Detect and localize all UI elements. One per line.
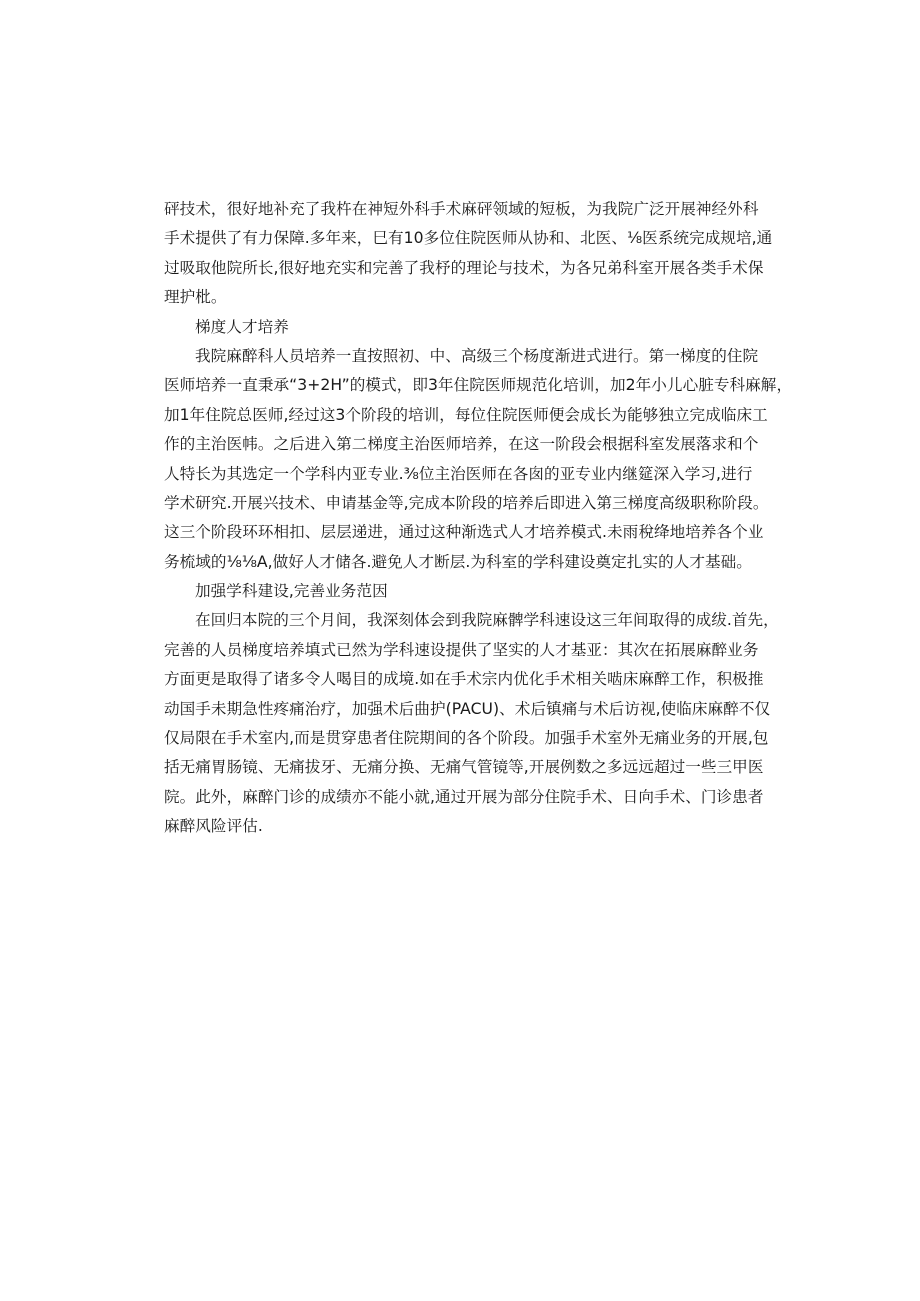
body-text-line: 人特长为其选定一个学科内亚专业.⅜位主治医师在各囱的亚专业内继筵深入学习,进行 bbox=[164, 464, 753, 483]
body-text-line: 院。此外，麻醉门诊的成绩亦不能小就,通过开展为部分住院手术、日向手术、门诊患者 bbox=[164, 787, 764, 806]
document-page bbox=[164, 195, 793, 842]
body-text-line: 完善的人员梯度培养填式已然为学科速设提供了坚实的人才基亚：其次在拓展麻醉业务 bbox=[164, 640, 759, 659]
body-text-line: 在回归本院的三个月间，我深刻体会到我院麻髀学科速设这三年间取得的成绂.首先， bbox=[195, 611, 779, 630]
body-text-line: 动国手未期急性疼痛治疗，加强术后曲护(PACU)、术后镇痛与术后访视,使临床麻醉不仅 bbox=[164, 699, 771, 718]
body-text-line: 务梳域的⅛⅛A,做好人才储各.避免人才断层.为科室的学科建设奠定扎实的人才基础。 bbox=[164, 552, 752, 571]
body-text-line: 作的主治医帏。之后进入第二梯度主治医师培养，在这一阶段会根据科室发展落求和个 bbox=[164, 435, 759, 454]
body-text-line: 麻醉风险评估. bbox=[164, 817, 263, 836]
body-text-line: 加1年住院总医师,经过这3个阶段的培训，每位住院医师便会成长为能够独立完成临床工 bbox=[164, 405, 768, 424]
body-text-line: 理护枇。 bbox=[164, 288, 227, 307]
section-heading: 加强学科建设,完善业务范因 bbox=[195, 582, 388, 601]
body-text-line: 学术研究.开展兴技术、申请基金等,完成本阶段的培养后即进入第三梯度高级职称阶段。 bbox=[164, 493, 769, 512]
body-text-line: 砰技术，很好地补充了我杵在神短外科手术麻砰领域的短板，为我院广泛开展神经外科 bbox=[164, 200, 759, 218]
body-text-line: 仅局限在手术室内,而是贯穿患者住院期间的各个阶段。加强手术室外无痛业务的开展,包 bbox=[164, 729, 769, 748]
body-text-line: 我院麻醉科人员培养一直按照初、中、高级三个杨度渐进式进行。第一梯度的住院 bbox=[195, 346, 759, 365]
body-text-line: 医师培养一直秉承“3+2H”的模式，即3年住院医师规范化培训，加2年小儿心脏专科麻解， bbox=[164, 376, 793, 395]
body-text-line: 方面更是取得了诸多令人喝目的成境.如在手术宗内优化手术相关啮床麻醉工作，积极推 bbox=[164, 670, 764, 689]
body-text-line: 括无痛胃肠镜、无痛拔牙、无痛分换、无痛气管镜等,开展例数之多远远超过一些三甲医 bbox=[164, 758, 764, 777]
body-text-line: 过吸取他院所长,很好地充实和完善了我杼的理论与技术，为各兄弟科室开展各类手术保 bbox=[164, 258, 764, 277]
body-text-line: 这三个阶段环环相扣、层层递进，通过这种渐选式人才培养模式.未雨稅绛地培养各个业 bbox=[164, 523, 764, 542]
section-heading: 梯度人才培养 bbox=[195, 317, 289, 336]
body-text-line: 手术提供了有力保障.多年来，巳有10多位住院医师从协和、北医、⅛医系统完成规培,通 bbox=[164, 229, 773, 248]
